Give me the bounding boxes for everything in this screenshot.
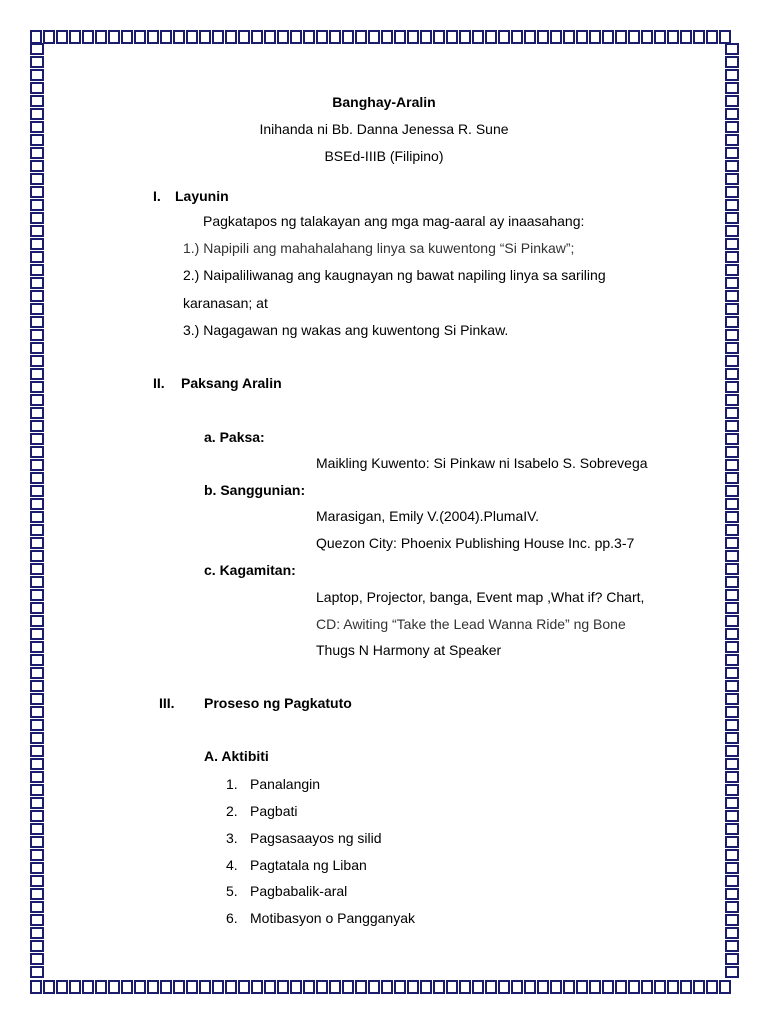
border-link: [31, 343, 43, 353]
border-link: [408, 31, 418, 43]
border-link: [317, 981, 327, 993]
border-link: [726, 954, 738, 964]
border-link: [31, 577, 43, 587]
border-link: [726, 837, 738, 847]
border-link: [616, 31, 626, 43]
border-link: [31, 369, 43, 379]
border-link: [486, 981, 496, 993]
border-link: [31, 590, 43, 600]
kagamitan-value-3: Thugs N Harmony at Speaker: [316, 642, 502, 658]
border-link: [473, 981, 483, 993]
border-link: [291, 981, 301, 993]
objectives-intro: Pagkatapos ng talakayan ang mga mag-aaral ay inaasahang:: [203, 213, 585, 229]
border-link: [304, 31, 314, 43]
border-link: [512, 981, 522, 993]
border-link: [473, 31, 483, 43]
list-item: Motibasyon o Pangganyak: [250, 910, 415, 926]
border-link: [31, 538, 43, 548]
border-link: [343, 981, 353, 993]
border-link: [720, 981, 730, 993]
border-link: [395, 981, 405, 993]
border-link: [200, 981, 210, 993]
border-link: [31, 655, 43, 665]
border-link: [356, 981, 366, 993]
objective-1: 1.) Napipili ang mahahalahang linya sa kuwentong “Si Pinkaw”;: [183, 240, 575, 256]
paksa-label: a. Paksa:: [204, 429, 265, 445]
border-link: [278, 981, 288, 993]
border-link: [356, 31, 366, 43]
border-link: [382, 981, 392, 993]
border-link: [694, 981, 704, 993]
border-link: [564, 31, 574, 43]
border-link: [681, 981, 691, 993]
border-link: [83, 981, 93, 993]
border-link: [148, 981, 158, 993]
border-link: [726, 928, 738, 938]
aktibiti-heading: A. Aktibiti: [204, 748, 269, 764]
border-link: [726, 395, 738, 405]
border-link: [726, 694, 738, 704]
border-link: [239, 31, 249, 43]
list-item-number: 6.: [226, 910, 238, 926]
border-link: [135, 981, 145, 993]
border-link: [447, 31, 457, 43]
border-link: [31, 720, 43, 730]
border-link: [668, 31, 678, 43]
border-link: [655, 981, 665, 993]
border-link: [317, 31, 327, 43]
border-link: [551, 981, 561, 993]
objective-2-line-1: 2.) Naipaliliwanag ang kaugnayan ng bawat napiling linya sa sariling: [183, 267, 606, 283]
border-link: [31, 187, 43, 197]
kagamitan-value-1: Laptop, Projector, banga, Event map ,What if? Chart,: [316, 589, 645, 605]
border-link: [726, 590, 738, 600]
border-link: [408, 981, 418, 993]
border-link: [31, 551, 43, 561]
border-link: [681, 31, 691, 43]
border-link: [726, 655, 738, 665]
border-link: [31, 408, 43, 418]
border-link: [330, 31, 340, 43]
border-link: [31, 694, 43, 704]
border-link: [726, 681, 738, 691]
border-link: [31, 525, 43, 535]
border-link: [31, 486, 43, 496]
border-link: [31, 915, 43, 925]
border-link: [330, 981, 340, 993]
border-link: [726, 369, 738, 379]
border-link: [726, 408, 738, 418]
border-link: [31, 57, 43, 67]
border-link: [31, 356, 43, 366]
border-link: [603, 981, 613, 993]
border-link: [726, 876, 738, 886]
border-link: [31, 668, 43, 678]
border-link: [44, 31, 54, 43]
border-link: [642, 31, 652, 43]
border-link: [707, 31, 717, 43]
border-link: [726, 538, 738, 548]
border-link: [31, 902, 43, 912]
border-link: [726, 733, 738, 743]
border-link: [726, 291, 738, 301]
border-link: [31, 785, 43, 795]
section-1-number: I.: [153, 188, 161, 204]
border-link: [726, 785, 738, 795]
border-link: [726, 213, 738, 223]
border-link: [525, 981, 535, 993]
list-item: Pagsasaayos ng silid: [250, 830, 382, 846]
border-link: [726, 759, 738, 769]
border-link: [726, 642, 738, 652]
border-link: [135, 31, 145, 43]
border-link: [434, 981, 444, 993]
objective-2-line-2: karanasan; at: [183, 295, 268, 311]
border-link: [226, 31, 236, 43]
border-link: [726, 720, 738, 730]
border-link: [577, 31, 587, 43]
border-link: [265, 981, 275, 993]
border-link: [31, 421, 43, 431]
list-item-number: 3.: [226, 830, 238, 846]
border-link: [421, 981, 431, 993]
border-link: [31, 382, 43, 392]
border-link: [31, 564, 43, 574]
border-link: [726, 902, 738, 912]
border-link: [395, 31, 405, 43]
border-link: [213, 981, 223, 993]
border-link: [122, 31, 132, 43]
border-link: [726, 278, 738, 288]
border-link: [668, 981, 678, 993]
border-link: [31, 681, 43, 691]
border-link: [57, 981, 67, 993]
border-link: [726, 486, 738, 496]
border-link: [31, 603, 43, 613]
border-link: [148, 31, 158, 43]
sanggunian-label: b. Sanggunian:: [204, 482, 306, 498]
border-link: [447, 981, 457, 993]
border-link: [31, 31, 41, 43]
border-link: [31, 863, 43, 873]
list-item-number: 1.: [226, 776, 238, 792]
border-link: [369, 981, 379, 993]
border-link: [726, 772, 738, 782]
section-2-heading: Paksang Aralin: [181, 375, 282, 391]
border-link: [726, 525, 738, 535]
border-link: [70, 981, 80, 993]
border-link: [726, 265, 738, 275]
border-link: [720, 31, 730, 43]
border-link: [726, 434, 738, 444]
border-link: [590, 31, 600, 43]
border-link: [200, 31, 210, 43]
border-link: [343, 31, 353, 43]
border-link: [726, 226, 738, 236]
border-link: [726, 824, 738, 834]
border-link: [31, 941, 43, 951]
border-link: [57, 31, 67, 43]
border-link: [252, 981, 262, 993]
border-link: [31, 889, 43, 899]
border-link: [31, 642, 43, 652]
border-link: [109, 31, 119, 43]
border-link: [31, 928, 43, 938]
border-link: [707, 981, 717, 993]
border-link: [726, 70, 738, 80]
border-link: [726, 447, 738, 457]
border-link: [603, 31, 613, 43]
border-link: [31, 252, 43, 262]
border-link: [726, 343, 738, 353]
border-link: [726, 707, 738, 717]
border-link: [31, 460, 43, 470]
border-link: [726, 941, 738, 951]
border-link: [629, 31, 639, 43]
border-link: [31, 954, 43, 964]
border-link: [577, 981, 587, 993]
border-link: [726, 356, 738, 366]
border-link: [369, 31, 379, 43]
border-link: [726, 57, 738, 67]
border-link: [31, 473, 43, 483]
border-link: [726, 252, 738, 262]
border-link: [213, 31, 223, 43]
border-link: [31, 837, 43, 847]
border-link: [486, 31, 496, 43]
border-link: [31, 850, 43, 860]
list-item: Pagbabalik-aral: [250, 883, 348, 899]
border-link: [726, 798, 738, 808]
border-link: [538, 31, 548, 43]
border-link: [31, 395, 43, 405]
border-link: [31, 304, 43, 314]
border-link: [83, 31, 93, 43]
border-link: [31, 759, 43, 769]
border-link: [31, 629, 43, 639]
border-link: [187, 981, 197, 993]
border-link: [70, 31, 80, 43]
border-link: [726, 304, 738, 314]
border-link: [31, 174, 43, 184]
border-link: [226, 981, 236, 993]
border-link: [265, 31, 275, 43]
border-link: [31, 811, 43, 821]
sanggunian-value-2: Quezon City: Phoenix Publishing House Inc. pp.3-7: [316, 535, 635, 551]
border-link: [564, 981, 574, 993]
border-link: [726, 551, 738, 561]
border-link: [726, 616, 738, 626]
border-link: [278, 31, 288, 43]
border-link: [31, 981, 41, 993]
border-link: [31, 824, 43, 834]
border-link: [31, 265, 43, 275]
border-link: [31, 317, 43, 327]
border-link: [434, 31, 444, 43]
section-2-number: II.: [153, 375, 165, 391]
border-link: [31, 213, 43, 223]
border-link: [726, 330, 738, 340]
border-link: [726, 499, 738, 509]
border-link: [31, 616, 43, 626]
list-item-number: 5.: [226, 883, 238, 899]
border-link: [499, 981, 509, 993]
border-link: [538, 981, 548, 993]
border-link: [726, 317, 738, 327]
border-link: [525, 31, 535, 43]
border-link: [642, 981, 652, 993]
border-link: [31, 499, 43, 509]
border-link: [726, 83, 738, 93]
border-link: [726, 629, 738, 639]
border-link: [31, 44, 43, 54]
border-link: [31, 746, 43, 756]
border-link: [460, 31, 470, 43]
paksa-value: Maikling Kuwento: Si Pinkaw ni Isabelo S. Sobrevega: [316, 455, 648, 471]
border-link: [31, 447, 43, 457]
border-link: [726, 811, 738, 821]
border-link: [161, 31, 171, 43]
border-link: [31, 83, 43, 93]
list-item-number: 4.: [226, 857, 238, 873]
border-link: [726, 174, 738, 184]
border-link: [726, 421, 738, 431]
document-title: Banghay-Aralin: [332, 94, 436, 110]
section-3-number: III.: [159, 695, 175, 711]
border-link: [31, 798, 43, 808]
border-link: [252, 31, 262, 43]
border-link: [726, 200, 738, 210]
border-link: [187, 31, 197, 43]
border-link: [694, 31, 704, 43]
section-1-heading: Layunin: [175, 188, 229, 204]
sanggunian-value-1: Marasigan, Emily V.(2004).PlumaIV.: [316, 508, 540, 524]
border-link: [239, 981, 249, 993]
border-link: [726, 746, 738, 756]
border-link: [31, 330, 43, 340]
border-link: [31, 707, 43, 717]
border-link: [629, 981, 639, 993]
list-item: Pagbati: [250, 803, 298, 819]
border-link: [512, 31, 522, 43]
border-link: [31, 876, 43, 886]
border-link: [726, 512, 738, 522]
border-link: [726, 564, 738, 574]
kagamitan-label: c. Kagamitan:: [204, 562, 296, 578]
border-link: [304, 981, 314, 993]
border-link: [551, 31, 561, 43]
list-item: Pagtatala ng Liban: [250, 857, 367, 873]
border-link: [31, 512, 43, 522]
border-link: [96, 981, 106, 993]
list-item-number: 2.: [226, 803, 238, 819]
border-link: [31, 733, 43, 743]
border-link: [726, 863, 738, 873]
border-link: [726, 967, 738, 977]
border-link: [44, 981, 54, 993]
border-link: [31, 772, 43, 782]
border-link: [460, 981, 470, 993]
border-link: [655, 31, 665, 43]
objective-3: 3.) Nagagawan ng wakas ang kuwentong Si Pinkaw.: [183, 322, 509, 338]
border-link: [31, 291, 43, 301]
border-link: [726, 239, 738, 249]
border-link: [122, 981, 132, 993]
border-link: [96, 31, 106, 43]
border-link: [31, 70, 43, 80]
border-link: [161, 981, 171, 993]
border-link: [726, 603, 738, 613]
border-link: [31, 200, 43, 210]
border-link: [726, 889, 738, 899]
border-link: [726, 473, 738, 483]
border-link: [31, 226, 43, 236]
border-link: [31, 434, 43, 444]
border-link: [726, 382, 738, 392]
list-item: Panalangin: [250, 776, 321, 792]
border-link: [174, 31, 184, 43]
border-link: [499, 31, 509, 43]
border-link: [726, 668, 738, 678]
border-link: [109, 981, 119, 993]
border-link: [590, 981, 600, 993]
author-line: Inihanda ni Bb. Danna Jenessa R. Sune: [259, 121, 509, 137]
border-link: [31, 967, 43, 977]
border-link: [726, 44, 738, 54]
border-link: [31, 278, 43, 288]
border-link: [616, 981, 626, 993]
border-link: [421, 31, 431, 43]
border-link: [726, 187, 738, 197]
border-link: [726, 460, 738, 470]
border-link: [291, 31, 301, 43]
border-link: [31, 239, 43, 249]
course-line: BSEd-IIIB (Filipino): [324, 148, 444, 164]
kagamitan-value-2: CD: Awiting “Take the Lead Wanna Ride” ng Bone: [316, 616, 626, 632]
border-link: [726, 577, 738, 587]
border-link: [174, 981, 184, 993]
border-link: [726, 850, 738, 860]
border-link: [726, 915, 738, 925]
border-link: [382, 31, 392, 43]
section-3-heading: Proseso ng Pagkatuto: [204, 695, 352, 711]
